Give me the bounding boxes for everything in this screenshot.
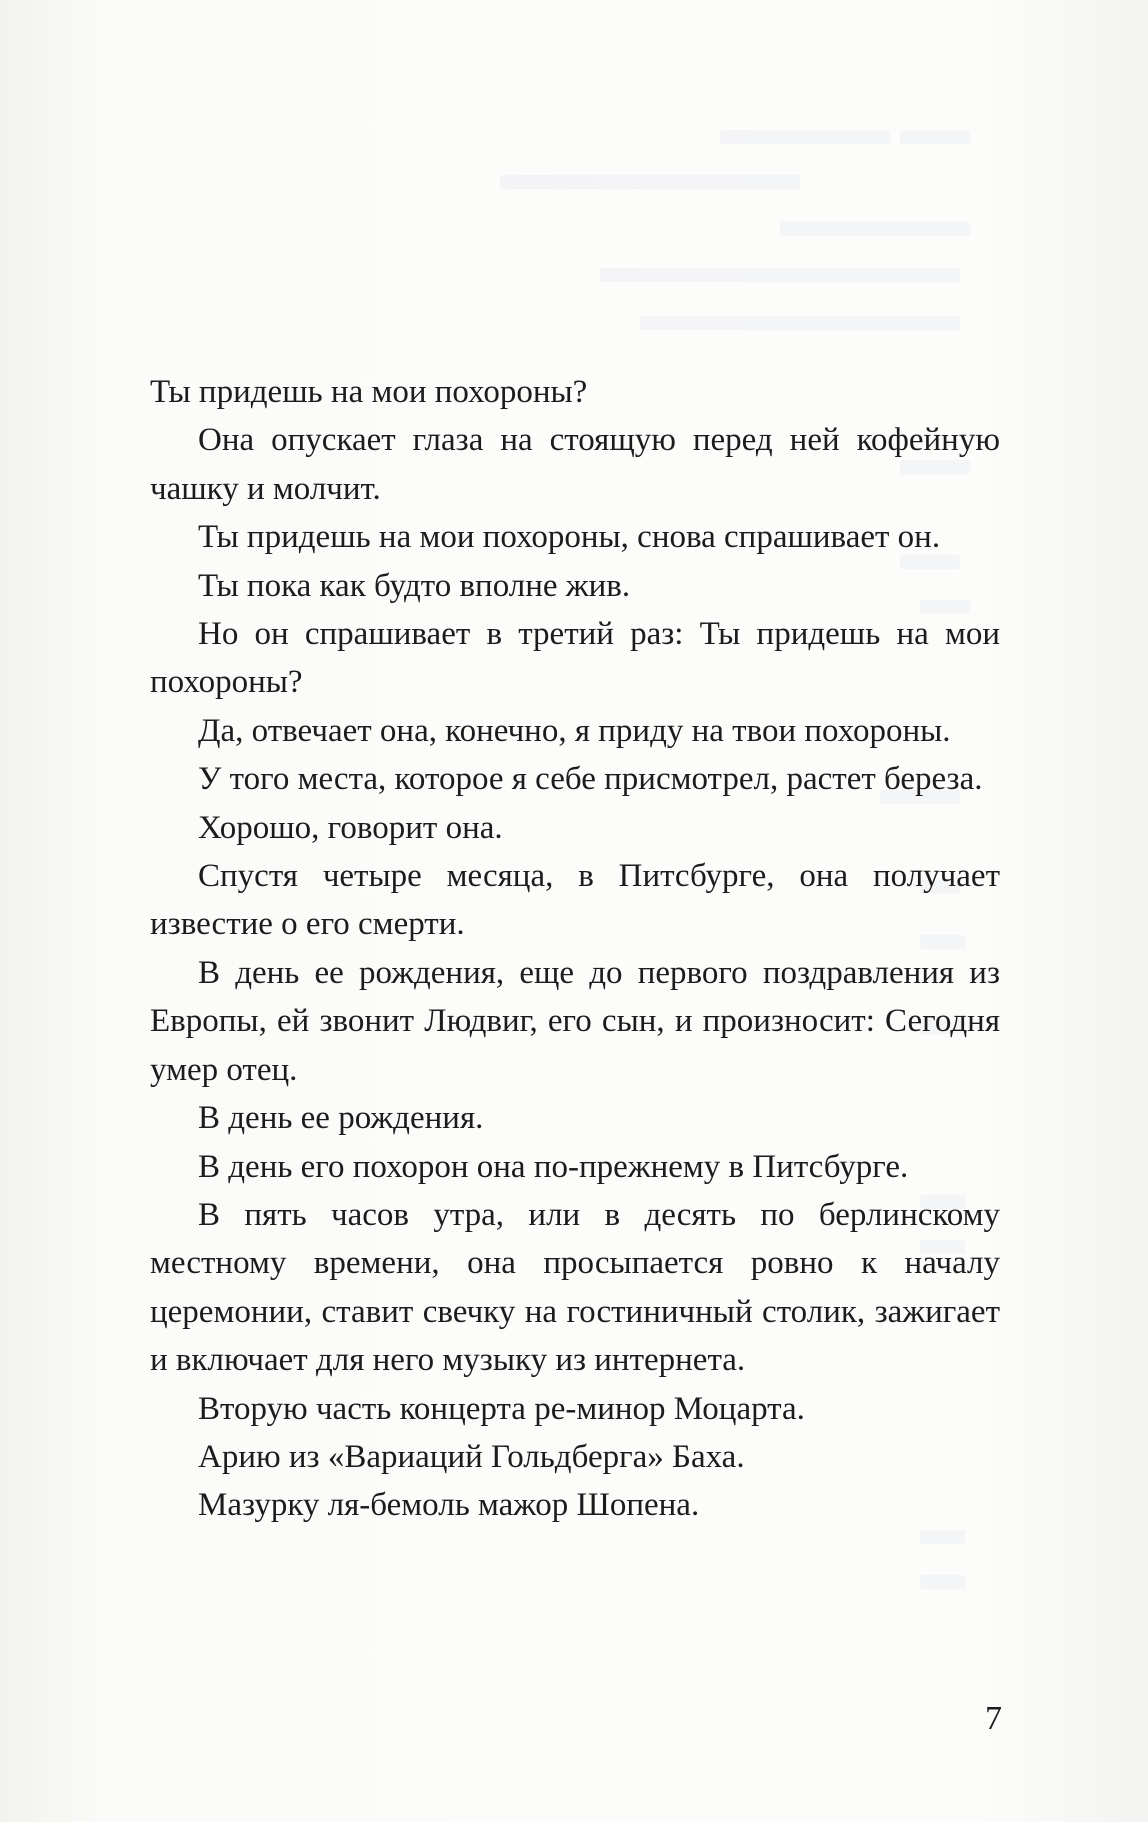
paragraph: Ты придешь на мои похороны?: [150, 374, 588, 410]
paragraph: Да, отвечает она, конечно, я приду на твои похороны.: [198, 712, 951, 749]
paragraph: Но он спрашивает в третий раз: Ты придешь на мои похороны?: [150, 616, 1000, 701]
paragraph: Арию из «Вариаций Гольдберга» Баха.: [198, 1438, 745, 1475]
paragraph: В день его похорон она по-прежнему в Питсбурге.: [198, 1148, 909, 1185]
paragraph: Хорошо, говорит она.: [198, 809, 503, 846]
paragraph: Она опускает глаза на стоящую перед ней кофейную чашку и молчит.: [150, 422, 1000, 507]
paragraph: У того места, которое я себе присмотрел, растет береза.: [198, 761, 983, 798]
page-number: 7: [985, 1700, 1002, 1737]
paragraph: В день ее рождения, еще до первого поздравления из Европы, ей звонит Людвиг, его сын, и произносит: Сегодня умер отец.: [150, 954, 1000, 1088]
paragraph: Ты придешь на мои похороны, снова спрашивает он.: [198, 519, 941, 556]
paragraph: Ты пока как будто вполне жив.: [198, 567, 631, 604]
body-text: [150, 368, 1000, 1530]
paragraph: Спустя четыре месяца, в Питсбурге, она получает известие о его смерти.: [150, 858, 1000, 943]
paragraph: В пять часов утра, или в десять по берлинскому местному времени, она просыпается ровно к началу церемонии, ставит свечку на гостиничный столик, зажигает и включает для него музыку из интернета.: [150, 1196, 1000, 1379]
paragraph: Мазурку ля-бемоль мажор Шопена.: [198, 1487, 700, 1524]
paragraph: Вторую часть концерта ре-минор Моцарта.: [198, 1390, 805, 1427]
paragraph: В день ее рождения.: [198, 1100, 484, 1137]
